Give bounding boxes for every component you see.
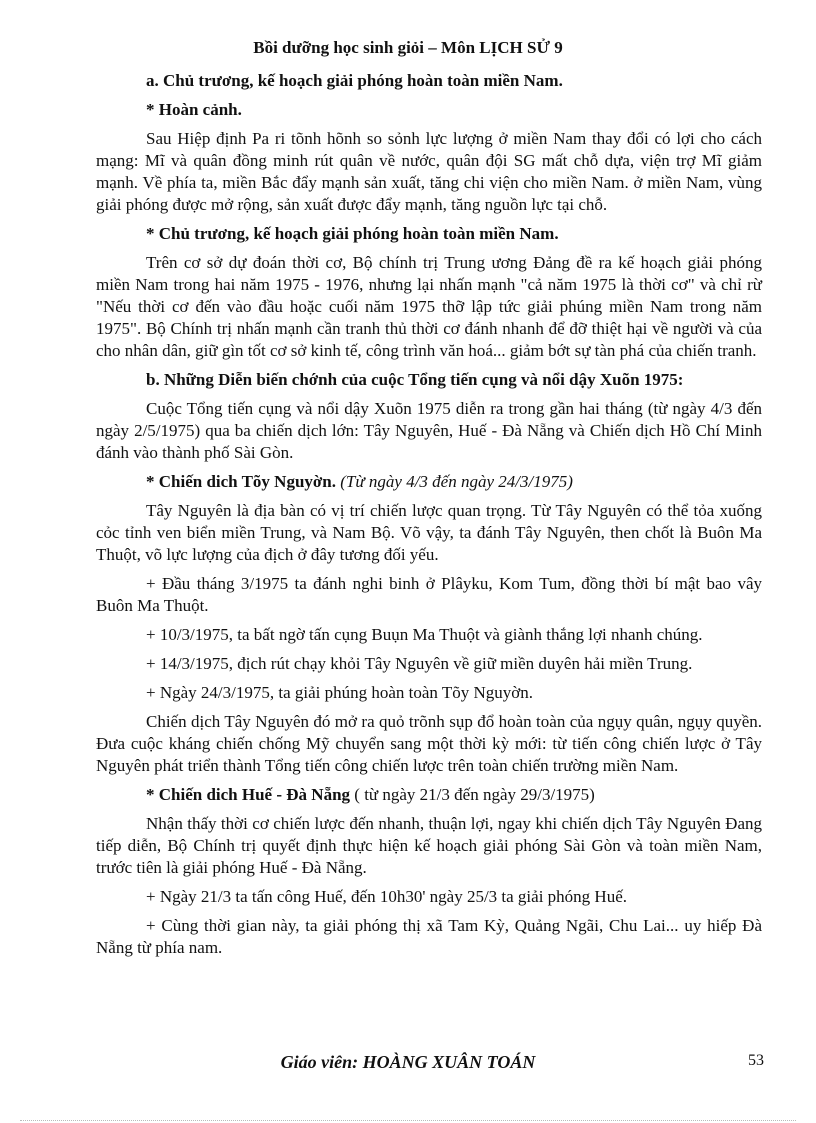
section-a-heading: a. Chủ trương, kế hoạch giải phóng hoàn toàn miền Nam.: [146, 71, 563, 90]
bottom-divider: [20, 1120, 796, 1121]
context-heading: * Hoàn cảnh.: [146, 100, 242, 119]
tay-nguyen-dates: (Từ ngày 4/3 đến ngày 24/3/1975): [340, 472, 573, 491]
policy-heading: * Chủ trương, kế hoạch giải phóng hoàn toàn miền Nam.: [146, 224, 559, 243]
hue-dates: ( từ ngày 21/3 đến ngày 29/3/1975): [354, 785, 595, 804]
tay-nguyen-heading-line: [96, 471, 762, 493]
page-number: 53: [748, 1052, 764, 1069]
tay-nguyen-paragraph: Tây Nguyên là địa bàn có vị trí chiến lược quan trọng. Từ Tây Nguyên có thể tỏa xuống cỏc tỉnh ven biển miền Trung, và Nam Bộ. Võ vậy, ta đánh Tây Nguyên, then chốt là Buôn Ma Thuột, võ lực lượng của địch ở đây tương đối yếu.: [96, 501, 762, 564]
hue-event: + Ngày 21/3 ta tấn công Huế, đến 10h30' ngày 25/3 ta giải phóng Huế.: [146, 887, 627, 906]
policy-paragraph: Trên cơ sở dự đoán thời cơ, Bộ chính trị Trung ương Đảng đề ra kế hoạch giải phóng miền Nam trong hai năm 1975 - 1976, nhưng lại nhấn mạnh "cả năm 1975 là thời cơ" và chỉ rừ "Nếu thời cơ đến vào đầu hoặc cuối năm 1975 thỡ lập tức giải phúng miền Nam trong năm 1975". Bộ Chính trị nhấn mạnh cần tranh thủ thời cơ đánh nhanh để đỡ thiệt hại về người và của cho nhân dân, giữ gìn tốt cơ sở kinh tế, công trình văn hoá... giảm bớt sự tàn phá của chiến tranh.: [96, 253, 762, 360]
hue-heading: * Chiến dich Huế - Đà Nẵng: [146, 785, 351, 804]
tay-nguyen-event: + 14/3/1975, địch rút chạy khỏi Tây Nguyên về giữ miền duyên hải miền Trung.: [146, 654, 693, 673]
teacher-name: Giáo viên: HOÀNG XUÂN TOÁN: [280, 1052, 536, 1072]
tay-nguyen-event: + Ngày 24/3/1975, ta giải phúng hoàn toàn Tõy Nguyờn.: [146, 683, 534, 702]
tay-nguyen-event: + 10/3/1975, ta bất ngờ tấn cụng Buụn Ma Thuột và giành thắng lợi nhanh chúng.: [146, 625, 703, 644]
context-paragraph: Sau Hiệp định Pa ri tõnh hõnh so sỏnh lực lượng ở miền Nam thay đổi có lợi cho cách mạng: Mĩ và quân đồng minh rút quân về nước, quân đội SG mất chỗ dựa, viện trợ Mĩ giảm mạnh. Về phía ta, miền Bắc đẩy mạnh sản xuất, tăng chi viện cho miền Nam. ở miền Nam, vùng giải phóng được mở rộng, sản xuất được đẩy mạnh, tăng nguồn lực tại chỗ.: [96, 129, 762, 214]
hue-paragraph: Nhận thấy thời cơ chiến lược đến nhanh, thuận lợi, ngay khi chiến dịch Tây Nguyên Đang tiếp diễn, Bộ Chính trị quyết định thực hiện kế hoạch giải phóng Sài Gòn và toàn miền Nam, trước tiên là giải phóng Huế - Đà Nẵng.: [96, 814, 762, 877]
page-header: Bồi dưỡng học sinh giỏi – Môn LỊCH SỬ 9: [253, 38, 563, 57]
tay-nguyen-heading: * Chiến dich Tõy Nguyờn.: [146, 472, 337, 491]
tay-nguyen-event: + Đầu tháng 3/1975 ta đánh nghi binh ở Plâyku, Kom Tum, đồng thời bí mật bao vây Buôn Ma Thuột.: [96, 574, 762, 615]
section-b-heading: b. Những Diễn biến chớnh của cuộc Tổng tiến cụng và nổi dậy Xuõn 1975:: [146, 370, 684, 389]
hue-heading-line: [96, 784, 762, 806]
section-b-intro: Cuộc Tổng tiến cụng và nổi dậy Xuõn 1975 diễn ra trong gần hai tháng (từ ngày 4/3 đến ngày 2/5/1975) qua ba chiến dịch lớn: Tây Nguyên, Huế - Đà Nẵng và Chiến dịch Hồ Chí Minh đánh vào thành phố Sài Gòn.: [96, 399, 762, 462]
tay-nguyen-result: Chiến dịch Tây Nguyên đó mở ra quỏ trõnh sụp đổ hoàn toàn của ngụy quân, ngụy quyền. Đưa cuộc kháng chiến chống Mỹ chuyển sang một thời kỳ mới: từ tiến công chiến lược ở Tây Nguyên phát triển thành Tổng tiến công chiến lược trên toàn chiến trường miền Nam.: [96, 712, 762, 775]
page-content: [96, 70, 762, 966]
hue-event: + Cùng thời gian này, ta giải phóng thị xã Tam Kỳ, Quảng Ngãi, Chu Lai... uy hiếp Đà Nẵng từ phía nam.: [96, 916, 762, 957]
